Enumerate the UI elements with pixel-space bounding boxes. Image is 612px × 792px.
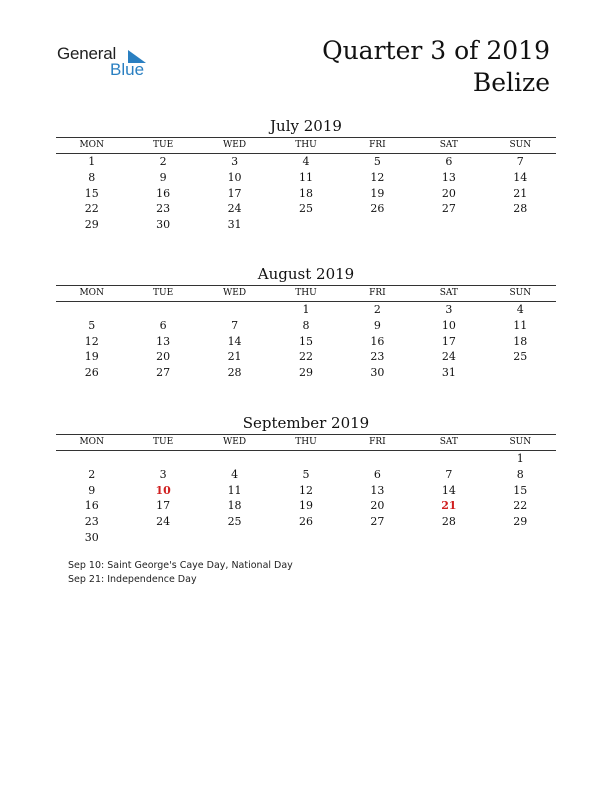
day-cell: 6 — [373, 467, 381, 481]
day-cell: 30 — [156, 218, 171, 232]
day-cell: 25 — [298, 202, 313, 216]
day-cell: 13 — [156, 334, 171, 348]
day-cell: 23 — [370, 350, 385, 364]
day-cell: 1 — [88, 155, 96, 168]
day-cell: 29 — [84, 218, 99, 232]
day-cell: 21 — [513, 186, 528, 200]
day-cell: 31 — [441, 366, 456, 380]
day-cell — [270, 451, 341, 467]
day-cell: 9 — [88, 483, 96, 497]
day-cell — [413, 217, 484, 233]
week-row — [56, 451, 556, 467]
day-cell: 8 — [88, 170, 96, 184]
day-cell: 24 — [156, 515, 171, 529]
day-cell: 29 — [513, 515, 528, 529]
week-row — [56, 530, 556, 546]
day-cell: 5 — [373, 155, 381, 168]
month-title: July 2019 — [270, 117, 342, 135]
week-row — [56, 318, 556, 334]
weekday-fri: FRI — [369, 437, 386, 447]
day-cell: 10 — [441, 318, 456, 332]
day-cell: 23 — [156, 202, 171, 216]
day-cell: 16 — [370, 334, 385, 348]
day-cell: 26 — [370, 202, 385, 216]
day-cell: 8 — [516, 467, 524, 481]
weekday-wed: WED — [223, 437, 247, 447]
day-cell: 11 — [227, 483, 242, 497]
week-row — [56, 467, 556, 483]
day-cell — [342, 530, 413, 546]
week-row — [56, 154, 556, 170]
week-row — [56, 186, 556, 202]
day-cell: 22 — [298, 350, 313, 364]
day-cell — [485, 530, 556, 546]
day-cell: 26 — [298, 515, 313, 529]
day-cell: 11 — [513, 318, 528, 332]
holiday-note: Sep 21: Independence Day — [68, 574, 197, 585]
weekday-fri: FRI — [369, 140, 386, 150]
day-cell: 18 — [513, 334, 528, 348]
weekday-header — [56, 137, 556, 154]
day-cell — [127, 302, 198, 318]
day-cell — [485, 217, 556, 233]
brand-blue-text: Blue — [110, 60, 145, 79]
day-cell — [413, 530, 484, 546]
day-cell — [127, 451, 198, 467]
month-august — [56, 264, 556, 381]
day-cell: 16 — [84, 499, 99, 513]
day-cell — [413, 451, 484, 467]
day-cell: 12 — [84, 334, 99, 348]
day-cell — [199, 302, 270, 318]
day-cell: 6 — [445, 155, 453, 168]
day-cell: 27 — [441, 202, 456, 216]
week-row — [56, 365, 556, 381]
day-cell: 8 — [302, 318, 310, 332]
page-title: Quarter 3 of 2019 — [322, 36, 550, 65]
day-cell: 24 — [227, 202, 242, 216]
day-cell: 6 — [159, 318, 167, 332]
day-cell: 10 — [227, 170, 242, 184]
week-row — [56, 201, 556, 217]
weekday-tue: TUE — [153, 140, 174, 150]
weekday-thu: THU — [295, 437, 317, 447]
weekday-sun: SUN — [509, 140, 532, 150]
day-cell: 24 — [441, 350, 456, 364]
holiday-day-cell: 21 — [441, 499, 457, 513]
weekday-header — [56, 434, 556, 451]
day-cell: 17 — [441, 334, 456, 348]
day-cell: 1 — [302, 303, 310, 316]
day-cell: 12 — [370, 170, 385, 184]
day-cell — [270, 217, 341, 233]
day-cell: 9 — [159, 170, 167, 184]
day-cell: 1 — [516, 452, 524, 465]
brand-general-text: General — [57, 44, 117, 63]
week-row — [56, 514, 556, 530]
day-cell — [199, 451, 270, 467]
day-cell: 20 — [370, 499, 385, 513]
weekday-sun: SUN — [509, 437, 532, 447]
weekday-sat: SAT — [439, 140, 458, 150]
day-cell: 17 — [227, 186, 242, 200]
day-cell: 28 — [441, 515, 456, 529]
weekday-mon: MON — [79, 437, 104, 447]
week-row — [56, 170, 556, 186]
weekday-sun: SUN — [509, 288, 532, 298]
week-row — [56, 349, 556, 365]
weekday-wed: WED — [223, 288, 247, 298]
weekday-thu: THU — [295, 140, 317, 150]
day-cell: 27 — [370, 515, 385, 529]
day-cell — [342, 217, 413, 233]
weekday-mon: MON — [79, 140, 104, 150]
day-cell: 25 — [513, 350, 528, 364]
week-row — [56, 217, 556, 233]
day-cell: 3 — [445, 303, 453, 316]
day-cell: 11 — [298, 170, 313, 184]
holiday-day-cell: 10 — [155, 483, 171, 497]
day-cell: 7 — [231, 318, 239, 332]
day-cell: 15 — [84, 186, 99, 200]
brand-logo — [57, 44, 157, 84]
weekday-tue: TUE — [153, 288, 174, 298]
day-cell: 4 — [231, 467, 239, 481]
day-cell: 19 — [298, 499, 313, 513]
day-cell: 2 — [373, 303, 381, 316]
day-cell: 14 — [441, 483, 456, 497]
day-cell: 13 — [441, 170, 456, 184]
weekday-tue: TUE — [153, 437, 174, 447]
weekday-sat: SAT — [439, 288, 458, 298]
day-cell: 9 — [373, 318, 381, 332]
page-subtitle-country: Belize — [472, 68, 550, 97]
week-row — [56, 483, 556, 499]
month-july — [56, 116, 556, 233]
day-cell: 17 — [156, 499, 171, 513]
day-cell: 5 — [302, 467, 310, 481]
weekday-fri: FRI — [369, 288, 386, 298]
weekday-sat: SAT — [439, 437, 458, 447]
day-cell: 19 — [370, 186, 385, 200]
day-cell: 29 — [298, 366, 313, 380]
day-cell: 27 — [156, 366, 171, 380]
day-cell: 20 — [156, 350, 171, 364]
day-cell: 21 — [227, 350, 242, 364]
weekday-mon: MON — [79, 288, 104, 298]
week-row — [56, 498, 556, 514]
day-cell: 3 — [231, 155, 239, 168]
day-cell: 4 — [516, 303, 524, 316]
day-cell: 14 — [513, 170, 528, 184]
day-cell: 23 — [84, 515, 99, 529]
day-cell — [199, 530, 270, 546]
day-cell: 28 — [513, 202, 528, 216]
day-cell: 28 — [227, 366, 242, 380]
day-cell: 19 — [84, 350, 99, 364]
weekday-header — [56, 285, 556, 302]
day-cell: 5 — [88, 318, 96, 332]
week-row — [56, 334, 556, 350]
day-cell: 30 — [370, 366, 385, 380]
day-cell: 15 — [513, 483, 528, 497]
day-cell — [56, 302, 127, 318]
day-cell — [127, 530, 198, 546]
day-cell: 25 — [227, 515, 242, 529]
day-cell: 30 — [84, 530, 99, 544]
day-cell: 2 — [159, 155, 167, 168]
day-cell: 26 — [84, 366, 99, 380]
day-cell: 14 — [227, 334, 242, 348]
day-cell: 20 — [441, 186, 456, 200]
day-cell — [56, 451, 127, 467]
day-cell — [485, 365, 556, 381]
weekday-thu: THU — [295, 288, 317, 298]
day-cell: 15 — [298, 334, 313, 348]
day-cell: 13 — [370, 483, 385, 497]
day-cell: 2 — [88, 467, 96, 481]
month-title: August 2019 — [257, 265, 355, 283]
holiday-note: Sep 10: Saint George's Caye Day, National Day — [68, 560, 293, 571]
day-cell — [342, 451, 413, 467]
day-cell: 16 — [156, 186, 171, 200]
day-cell: 7 — [445, 467, 453, 481]
day-cell: 7 — [516, 155, 524, 168]
day-cell: 18 — [227, 499, 242, 513]
day-cell: 4 — [302, 155, 310, 168]
week-row — [56, 302, 556, 318]
day-cell: 22 — [84, 202, 99, 216]
day-cell: 31 — [227, 218, 242, 232]
day-cell: 18 — [298, 186, 313, 200]
month-september — [56, 413, 556, 546]
weekday-wed: WED — [223, 140, 247, 150]
day-cell: 3 — [159, 467, 167, 481]
day-cell: 22 — [513, 499, 528, 513]
holiday-notes — [68, 559, 293, 587]
month-title: September 2019 — [242, 414, 370, 432]
day-cell — [270, 530, 341, 546]
day-cell: 12 — [298, 483, 313, 497]
